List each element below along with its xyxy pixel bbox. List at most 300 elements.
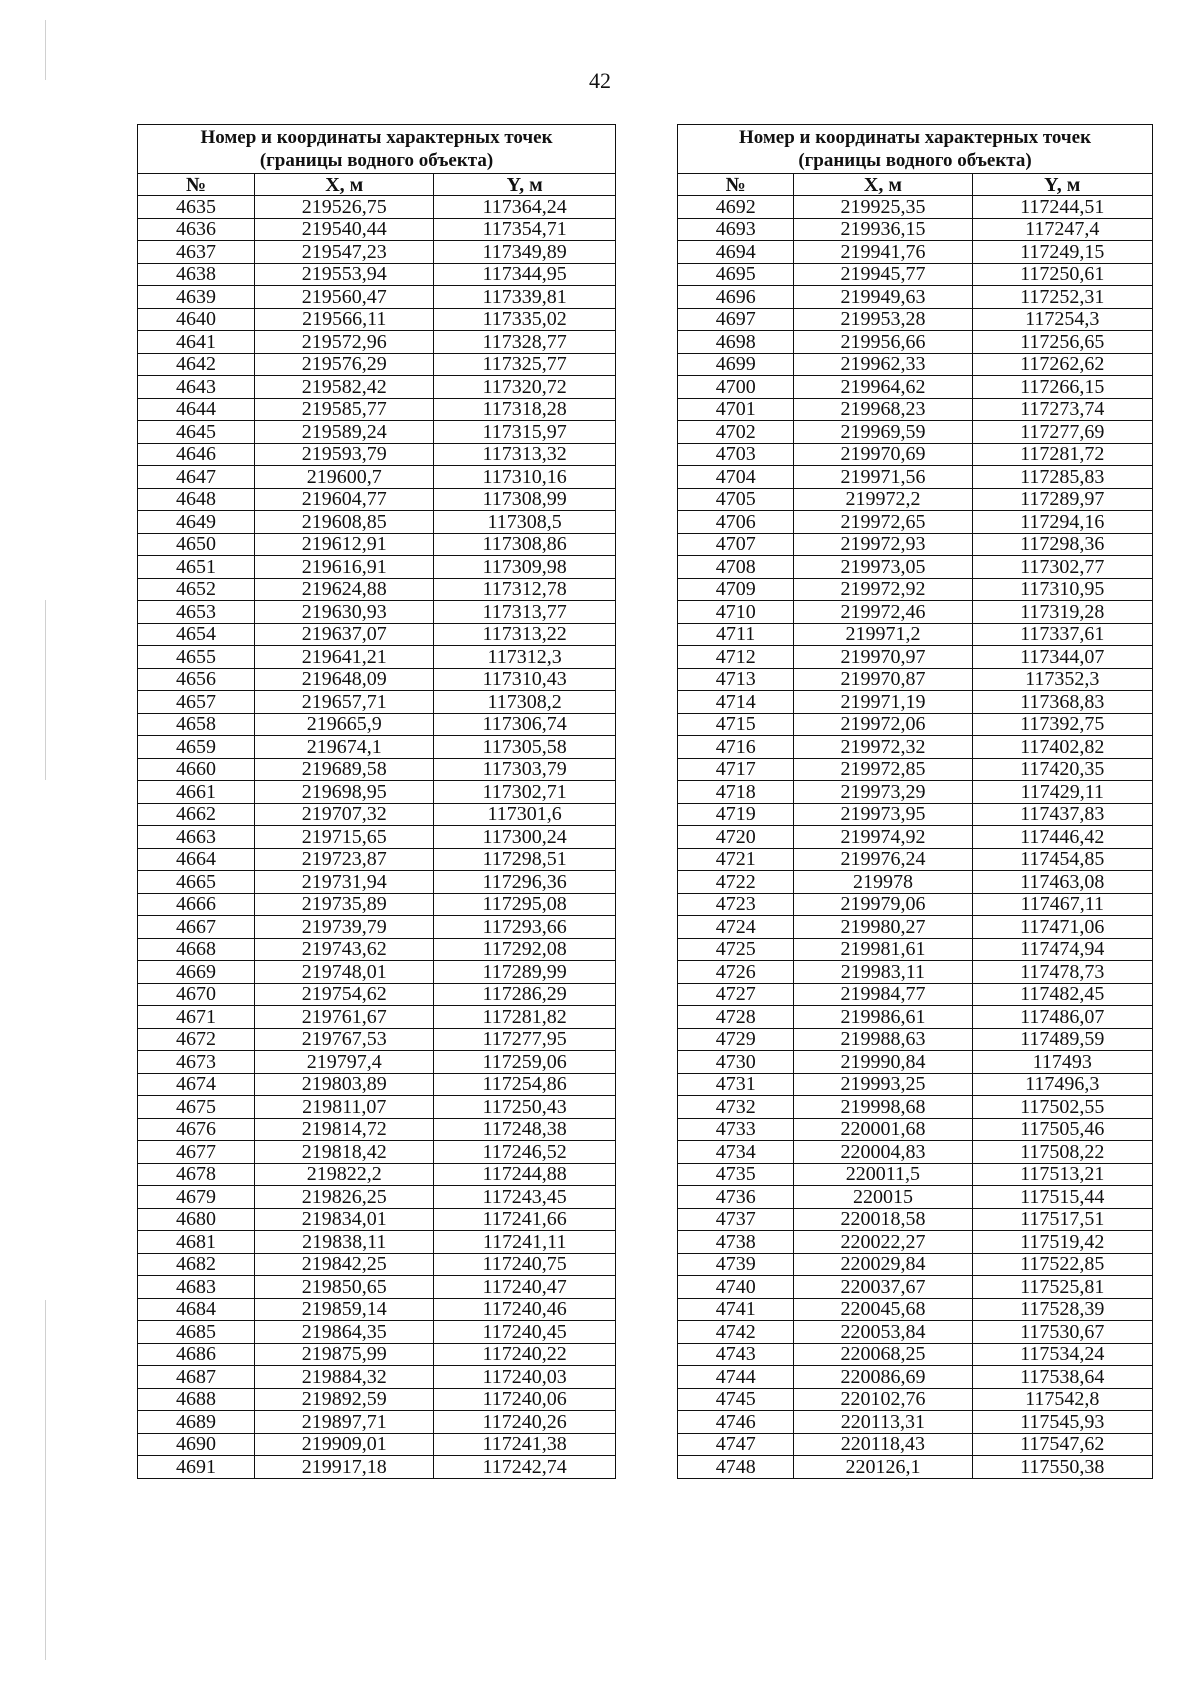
point-number-cell: 4701 xyxy=(678,398,794,421)
y-coordinate-cell: 117454,85 xyxy=(972,848,1153,871)
table-row xyxy=(678,1141,1153,1164)
y-coordinate-cell: 117463,08 xyxy=(972,871,1153,894)
point-number-cell: 4656 xyxy=(138,668,255,691)
x-coordinate-cell: 219572,96 xyxy=(255,331,434,354)
point-number-cell: 4680 xyxy=(138,1208,255,1231)
table-row xyxy=(138,218,616,241)
x-coordinate-cell: 219949,63 xyxy=(794,286,972,309)
point-number-cell: 4728 xyxy=(678,1006,794,1029)
point-number-cell: 4716 xyxy=(678,736,794,759)
y-coordinate-cell: 117446,42 xyxy=(972,826,1153,849)
point-number-cell: 4653 xyxy=(138,601,255,624)
table-row xyxy=(678,691,1153,714)
point-number-cell: 4660 xyxy=(138,758,255,781)
scan-artifact xyxy=(45,600,46,780)
table-row xyxy=(138,1231,616,1254)
table-row xyxy=(678,803,1153,826)
y-coordinate-cell: 117528,39 xyxy=(972,1298,1153,1321)
x-coordinate-cell: 219990,84 xyxy=(794,1051,972,1074)
y-coordinate-cell: 117246,52 xyxy=(434,1141,616,1164)
point-number-cell: 4731 xyxy=(678,1073,794,1096)
point-number-cell: 4683 xyxy=(138,1276,255,1299)
point-number-cell: 4708 xyxy=(678,556,794,579)
x-coordinate-cell: 219540,44 xyxy=(255,218,434,241)
y-coordinate-cell: 117522,85 xyxy=(972,1253,1153,1276)
y-coordinate-cell: 117309,98 xyxy=(434,556,616,579)
point-number-cell: 4662 xyxy=(138,803,255,826)
table-row xyxy=(138,1073,616,1096)
x-coordinate-cell: 219547,23 xyxy=(255,241,434,264)
y-coordinate-cell: 117312,3 xyxy=(434,646,616,669)
point-number-cell: 4714 xyxy=(678,691,794,714)
table-row xyxy=(678,1096,1153,1119)
y-coordinate-cell: 117339,81 xyxy=(434,286,616,309)
table-row xyxy=(138,1141,616,1164)
point-number-cell: 4743 xyxy=(678,1343,794,1366)
table-row xyxy=(678,196,1153,219)
point-number-cell: 4690 xyxy=(138,1433,255,1456)
x-coordinate-cell: 219767,53 xyxy=(255,1028,434,1051)
point-number-cell: 4717 xyxy=(678,758,794,781)
table-row xyxy=(138,1208,616,1231)
x-coordinate-cell: 219585,77 xyxy=(255,398,434,421)
x-coordinate-cell: 219971,2 xyxy=(794,623,972,646)
y-coordinate-cell: 117517,51 xyxy=(972,1208,1153,1231)
point-number-cell: 4710 xyxy=(678,601,794,624)
table-row xyxy=(678,1366,1153,1389)
y-coordinate-cell: 117281,72 xyxy=(972,443,1153,466)
point-number-cell: 4685 xyxy=(138,1321,255,1344)
table-row xyxy=(138,871,616,894)
point-number-cell: 4713 xyxy=(678,668,794,691)
y-coordinate-cell: 117254,3 xyxy=(972,308,1153,331)
x-coordinate-cell: 219553,94 xyxy=(255,263,434,286)
x-coordinate-cell: 219925,35 xyxy=(794,196,972,219)
y-coordinate-cell: 117313,32 xyxy=(434,443,616,466)
x-coordinate-cell: 219826,25 xyxy=(255,1186,434,1209)
point-number-cell: 4705 xyxy=(678,488,794,511)
y-coordinate-cell: 117344,07 xyxy=(972,646,1153,669)
table-row xyxy=(678,308,1153,331)
point-number-cell: 4721 xyxy=(678,848,794,871)
table-title xyxy=(678,125,1153,174)
table-row xyxy=(138,533,616,556)
table-row xyxy=(678,758,1153,781)
table-row xyxy=(138,398,616,421)
x-coordinate-cell: 219978 xyxy=(794,871,972,894)
point-number-cell: 4654 xyxy=(138,623,255,646)
table-row xyxy=(678,781,1153,804)
x-coordinate-cell: 219972,06 xyxy=(794,713,972,736)
point-number-cell: 4739 xyxy=(678,1253,794,1276)
x-coordinate-cell: 219970,69 xyxy=(794,443,972,466)
point-number-cell: 4645 xyxy=(138,421,255,444)
x-coordinate-cell: 219968,23 xyxy=(794,398,972,421)
column-header-x: X, м xyxy=(794,174,972,196)
table-row xyxy=(678,331,1153,354)
x-coordinate-cell: 219526,75 xyxy=(255,196,434,219)
y-coordinate-cell: 117250,61 xyxy=(972,263,1153,286)
y-coordinate-cell: 117337,61 xyxy=(972,623,1153,646)
x-coordinate-cell: 219980,27 xyxy=(794,916,972,939)
point-number-cell: 4682 xyxy=(138,1253,255,1276)
x-coordinate-cell: 219811,07 xyxy=(255,1096,434,1119)
table-row xyxy=(678,983,1153,1006)
y-coordinate-cell: 117402,82 xyxy=(972,736,1153,759)
table-row xyxy=(678,1298,1153,1321)
y-coordinate-cell: 117244,51 xyxy=(972,196,1153,219)
table-row xyxy=(138,263,616,286)
x-coordinate-cell: 219814,72 xyxy=(255,1118,434,1141)
table-row xyxy=(678,938,1153,961)
point-number-cell: 4651 xyxy=(138,556,255,579)
x-coordinate-cell: 219743,62 xyxy=(255,938,434,961)
table-row xyxy=(678,893,1153,916)
x-coordinate-cell: 219715,65 xyxy=(255,826,434,849)
x-coordinate-cell: 219842,25 xyxy=(255,1253,434,1276)
x-coordinate-cell: 219964,62 xyxy=(794,376,972,399)
y-coordinate-cell: 117534,24 xyxy=(972,1343,1153,1366)
table-row xyxy=(678,1388,1153,1411)
point-number-cell: 4646 xyxy=(138,443,255,466)
y-coordinate-cell: 117249,15 xyxy=(972,241,1153,264)
x-coordinate-cell: 219972,85 xyxy=(794,758,972,781)
point-number-cell: 4658 xyxy=(138,713,255,736)
table-row xyxy=(138,308,616,331)
point-number-cell: 4688 xyxy=(138,1388,255,1411)
point-number-cell: 4677 xyxy=(138,1141,255,1164)
y-coordinate-cell: 117240,75 xyxy=(434,1253,616,1276)
y-coordinate-cell: 117467,11 xyxy=(972,893,1153,916)
point-number-cell: 4740 xyxy=(678,1276,794,1299)
y-coordinate-cell: 117298,51 xyxy=(434,848,616,871)
y-coordinate-cell: 117364,24 xyxy=(434,196,616,219)
table-row xyxy=(678,1253,1153,1276)
table-row xyxy=(678,353,1153,376)
point-number-cell: 4733 xyxy=(678,1118,794,1141)
table-row xyxy=(678,1321,1153,1344)
y-coordinate-cell: 117349,89 xyxy=(434,241,616,264)
point-number-cell: 4727 xyxy=(678,983,794,1006)
table-row xyxy=(138,893,616,916)
table-row xyxy=(138,668,616,691)
table-row xyxy=(138,1163,616,1186)
table-row xyxy=(678,601,1153,624)
table-title-line2: (границы водного объекта) xyxy=(798,150,1032,171)
x-coordinate-cell: 219739,79 xyxy=(255,916,434,939)
point-number-cell: 4678 xyxy=(138,1163,255,1186)
point-number-cell: 4707 xyxy=(678,533,794,556)
x-coordinate-cell: 219941,76 xyxy=(794,241,972,264)
x-coordinate-cell: 219974,92 xyxy=(794,826,972,849)
table-row xyxy=(138,848,616,871)
point-number-cell: 4652 xyxy=(138,578,255,601)
table-row xyxy=(138,1253,616,1276)
table-row xyxy=(138,826,616,849)
y-coordinate-cell: 117286,29 xyxy=(434,983,616,1006)
x-coordinate-cell: 220015 xyxy=(794,1186,972,1209)
table-row xyxy=(678,1051,1153,1074)
x-coordinate-cell: 220102,76 xyxy=(794,1388,972,1411)
x-coordinate-cell: 219834,01 xyxy=(255,1208,434,1231)
table-row xyxy=(138,1096,616,1119)
point-number-cell: 4745 xyxy=(678,1388,794,1411)
point-number-cell: 4670 xyxy=(138,983,255,1006)
table-title xyxy=(138,125,616,174)
table-row xyxy=(138,488,616,511)
x-coordinate-cell: 219637,07 xyxy=(255,623,434,646)
y-coordinate-cell: 117248,38 xyxy=(434,1118,616,1141)
table-row xyxy=(138,443,616,466)
table-row xyxy=(138,511,616,534)
point-number-cell: 4746 xyxy=(678,1411,794,1434)
point-number-cell: 4719 xyxy=(678,803,794,826)
table-row xyxy=(678,1186,1153,1209)
point-number-cell: 4673 xyxy=(138,1051,255,1074)
x-coordinate-cell: 219983,11 xyxy=(794,961,972,984)
y-coordinate-cell: 117302,77 xyxy=(972,556,1153,579)
table-row xyxy=(678,1276,1153,1299)
x-coordinate-cell: 219797,4 xyxy=(255,1051,434,1074)
y-coordinate-cell: 117368,83 xyxy=(972,691,1153,714)
x-coordinate-cell: 219970,97 xyxy=(794,646,972,669)
point-number-cell: 4732 xyxy=(678,1096,794,1119)
y-coordinate-cell: 117262,62 xyxy=(972,353,1153,376)
y-coordinate-cell: 117308,99 xyxy=(434,488,616,511)
y-coordinate-cell: 117550,38 xyxy=(972,1456,1153,1479)
point-number-cell: 4718 xyxy=(678,781,794,804)
x-coordinate-cell: 219917,18 xyxy=(255,1456,434,1479)
table-row xyxy=(678,511,1153,534)
y-coordinate-cell: 117308,86 xyxy=(434,533,616,556)
table-title-line1: Номер и координаты характерных точек xyxy=(200,127,553,148)
x-coordinate-cell: 219945,77 xyxy=(794,263,972,286)
point-number-cell: 4643 xyxy=(138,376,255,399)
x-coordinate-cell: 219560,47 xyxy=(255,286,434,309)
point-number-cell: 4720 xyxy=(678,826,794,849)
y-coordinate-cell: 117240,26 xyxy=(434,1411,616,1434)
point-number-cell: 4687 xyxy=(138,1366,255,1389)
column-header-x: X, м xyxy=(255,174,434,196)
x-coordinate-cell: 219884,32 xyxy=(255,1366,434,1389)
point-number-cell: 4663 xyxy=(138,826,255,849)
table-row xyxy=(138,286,616,309)
y-coordinate-cell: 117295,08 xyxy=(434,893,616,916)
table-row xyxy=(138,1051,616,1074)
y-coordinate-cell: 117240,03 xyxy=(434,1366,616,1389)
y-coordinate-cell: 117241,38 xyxy=(434,1433,616,1456)
table-row xyxy=(138,556,616,579)
y-coordinate-cell: 117240,47 xyxy=(434,1276,616,1299)
point-number-cell: 4661 xyxy=(138,781,255,804)
y-coordinate-cell: 117289,97 xyxy=(972,488,1153,511)
point-number-cell: 4695 xyxy=(678,263,794,286)
table-row xyxy=(678,488,1153,511)
y-coordinate-cell: 117273,74 xyxy=(972,398,1153,421)
point-number-cell: 4702 xyxy=(678,421,794,444)
table-row xyxy=(678,871,1153,894)
table-row xyxy=(678,263,1153,286)
point-number-cell: 4698 xyxy=(678,331,794,354)
x-coordinate-cell: 219589,24 xyxy=(255,421,434,444)
table-row xyxy=(678,668,1153,691)
x-coordinate-cell: 220045,68 xyxy=(794,1298,972,1321)
x-coordinate-cell: 219612,91 xyxy=(255,533,434,556)
x-coordinate-cell: 219665,9 xyxy=(255,713,434,736)
x-coordinate-cell: 219566,11 xyxy=(255,308,434,331)
point-number-cell: 4667 xyxy=(138,916,255,939)
point-number-cell: 4649 xyxy=(138,511,255,534)
table-row xyxy=(138,1321,616,1344)
point-number-cell: 4665 xyxy=(138,871,255,894)
x-coordinate-cell: 220011,5 xyxy=(794,1163,972,1186)
x-coordinate-cell: 219972,92 xyxy=(794,578,972,601)
scan-artifact xyxy=(45,1300,46,1660)
point-number-cell: 4737 xyxy=(678,1208,794,1231)
point-number-cell: 4692 xyxy=(678,196,794,219)
y-coordinate-cell: 117530,67 xyxy=(972,1321,1153,1344)
table-row xyxy=(678,961,1153,984)
y-coordinate-cell: 117437,83 xyxy=(972,803,1153,826)
x-coordinate-cell: 220113,31 xyxy=(794,1411,972,1434)
y-coordinate-cell: 117302,71 xyxy=(434,781,616,804)
y-coordinate-cell: 117519,42 xyxy=(972,1231,1153,1254)
y-coordinate-cell: 117478,73 xyxy=(972,961,1153,984)
table-row xyxy=(678,241,1153,264)
x-coordinate-cell: 220126,1 xyxy=(794,1456,972,1479)
y-coordinate-cell: 117474,94 xyxy=(972,938,1153,961)
x-coordinate-cell: 220037,67 xyxy=(794,1276,972,1299)
y-coordinate-cell: 117240,06 xyxy=(434,1388,616,1411)
point-number-cell: 4650 xyxy=(138,533,255,556)
x-coordinate-cell: 219864,35 xyxy=(255,1321,434,1344)
x-coordinate-cell: 219970,87 xyxy=(794,668,972,691)
table-row xyxy=(678,1208,1153,1231)
y-coordinate-cell: 117296,36 xyxy=(434,871,616,894)
table-row xyxy=(678,1028,1153,1051)
x-coordinate-cell: 219981,61 xyxy=(794,938,972,961)
x-coordinate-cell: 219723,87 xyxy=(255,848,434,871)
point-number-cell: 4659 xyxy=(138,736,255,759)
table-row xyxy=(138,1456,616,1479)
y-coordinate-cell: 117328,77 xyxy=(434,331,616,354)
y-coordinate-cell: 117277,69 xyxy=(972,421,1153,444)
table-row xyxy=(138,1411,616,1434)
x-coordinate-cell: 219972,2 xyxy=(794,488,972,511)
y-coordinate-cell: 117486,07 xyxy=(972,1006,1153,1029)
point-number-cell: 4725 xyxy=(678,938,794,961)
table-title-line1: Номер и координаты характерных точек xyxy=(738,127,1092,148)
x-coordinate-cell: 219972,32 xyxy=(794,736,972,759)
y-coordinate-cell: 117496,3 xyxy=(972,1073,1153,1096)
table-row xyxy=(138,578,616,601)
point-number-cell: 4684 xyxy=(138,1298,255,1321)
x-coordinate-cell: 219962,33 xyxy=(794,353,972,376)
y-coordinate-cell: 117542,8 xyxy=(972,1388,1153,1411)
x-coordinate-cell: 219998,68 xyxy=(794,1096,972,1119)
table-row xyxy=(138,1298,616,1321)
y-coordinate-cell: 117298,36 xyxy=(972,533,1153,556)
table-row xyxy=(138,331,616,354)
x-coordinate-cell: 219657,71 xyxy=(255,691,434,714)
x-coordinate-cell: 219608,85 xyxy=(255,511,434,534)
table-row xyxy=(678,646,1153,669)
y-coordinate-cell: 117289,99 xyxy=(434,961,616,984)
table-row xyxy=(678,1163,1153,1186)
table-row xyxy=(678,443,1153,466)
x-coordinate-cell: 220029,84 xyxy=(794,1253,972,1276)
table-row xyxy=(138,646,616,669)
x-coordinate-cell: 220086,69 xyxy=(794,1366,972,1389)
point-number-cell: 4674 xyxy=(138,1073,255,1096)
y-coordinate-cell: 117313,77 xyxy=(434,601,616,624)
point-number-cell: 4726 xyxy=(678,961,794,984)
y-coordinate-cell: 117392,75 xyxy=(972,713,1153,736)
point-number-cell: 4644 xyxy=(138,398,255,421)
point-number-cell: 4636 xyxy=(138,218,255,241)
table-row xyxy=(678,398,1153,421)
y-coordinate-cell: 117538,64 xyxy=(972,1366,1153,1389)
point-number-cell: 4639 xyxy=(138,286,255,309)
x-coordinate-cell: 219972,93 xyxy=(794,533,972,556)
table-row xyxy=(678,578,1153,601)
table-row xyxy=(678,376,1153,399)
x-coordinate-cell: 219707,32 xyxy=(255,803,434,826)
y-coordinate-cell: 117294,16 xyxy=(972,511,1153,534)
point-number-cell: 4709 xyxy=(678,578,794,601)
x-coordinate-cell: 219969,59 xyxy=(794,421,972,444)
table-row xyxy=(678,1006,1153,1029)
point-number-cell: 4668 xyxy=(138,938,255,961)
y-coordinate-cell: 117429,11 xyxy=(972,781,1153,804)
y-coordinate-cell: 117318,28 xyxy=(434,398,616,421)
table-row xyxy=(678,556,1153,579)
column-header-number: № xyxy=(678,174,794,196)
table-row xyxy=(678,916,1153,939)
point-number-cell: 4691 xyxy=(138,1456,255,1479)
y-coordinate-cell: 117250,43 xyxy=(434,1096,616,1119)
table-row xyxy=(138,1186,616,1209)
y-coordinate-cell: 117301,6 xyxy=(434,803,616,826)
table-row xyxy=(138,623,616,646)
x-coordinate-cell: 219909,01 xyxy=(255,1433,434,1456)
x-coordinate-cell: 219818,42 xyxy=(255,1141,434,1164)
y-coordinate-cell: 117335,02 xyxy=(434,308,616,331)
table-row xyxy=(138,421,616,444)
table-row xyxy=(138,353,616,376)
x-coordinate-cell: 219624,88 xyxy=(255,578,434,601)
x-coordinate-cell: 219988,63 xyxy=(794,1028,972,1051)
point-number-cell: 4647 xyxy=(138,466,255,489)
x-coordinate-cell: 219698,95 xyxy=(255,781,434,804)
table-row xyxy=(138,736,616,759)
table-row xyxy=(678,1411,1153,1434)
y-coordinate-cell: 117513,21 xyxy=(972,1163,1153,1186)
x-coordinate-cell: 219803,89 xyxy=(255,1073,434,1096)
x-coordinate-cell: 219973,29 xyxy=(794,781,972,804)
point-number-cell: 4696 xyxy=(678,286,794,309)
table-row xyxy=(138,781,616,804)
y-coordinate-cell: 117241,11 xyxy=(434,1231,616,1254)
table-row xyxy=(678,826,1153,849)
table-title-line2: (границы водного объекта) xyxy=(259,150,494,171)
table-row xyxy=(138,983,616,1006)
y-coordinate-cell: 117515,44 xyxy=(972,1186,1153,1209)
x-coordinate-cell: 219604,77 xyxy=(255,488,434,511)
x-coordinate-cell: 219973,05 xyxy=(794,556,972,579)
x-coordinate-cell: 219892,59 xyxy=(255,1388,434,1411)
y-coordinate-cell: 117240,22 xyxy=(434,1343,616,1366)
